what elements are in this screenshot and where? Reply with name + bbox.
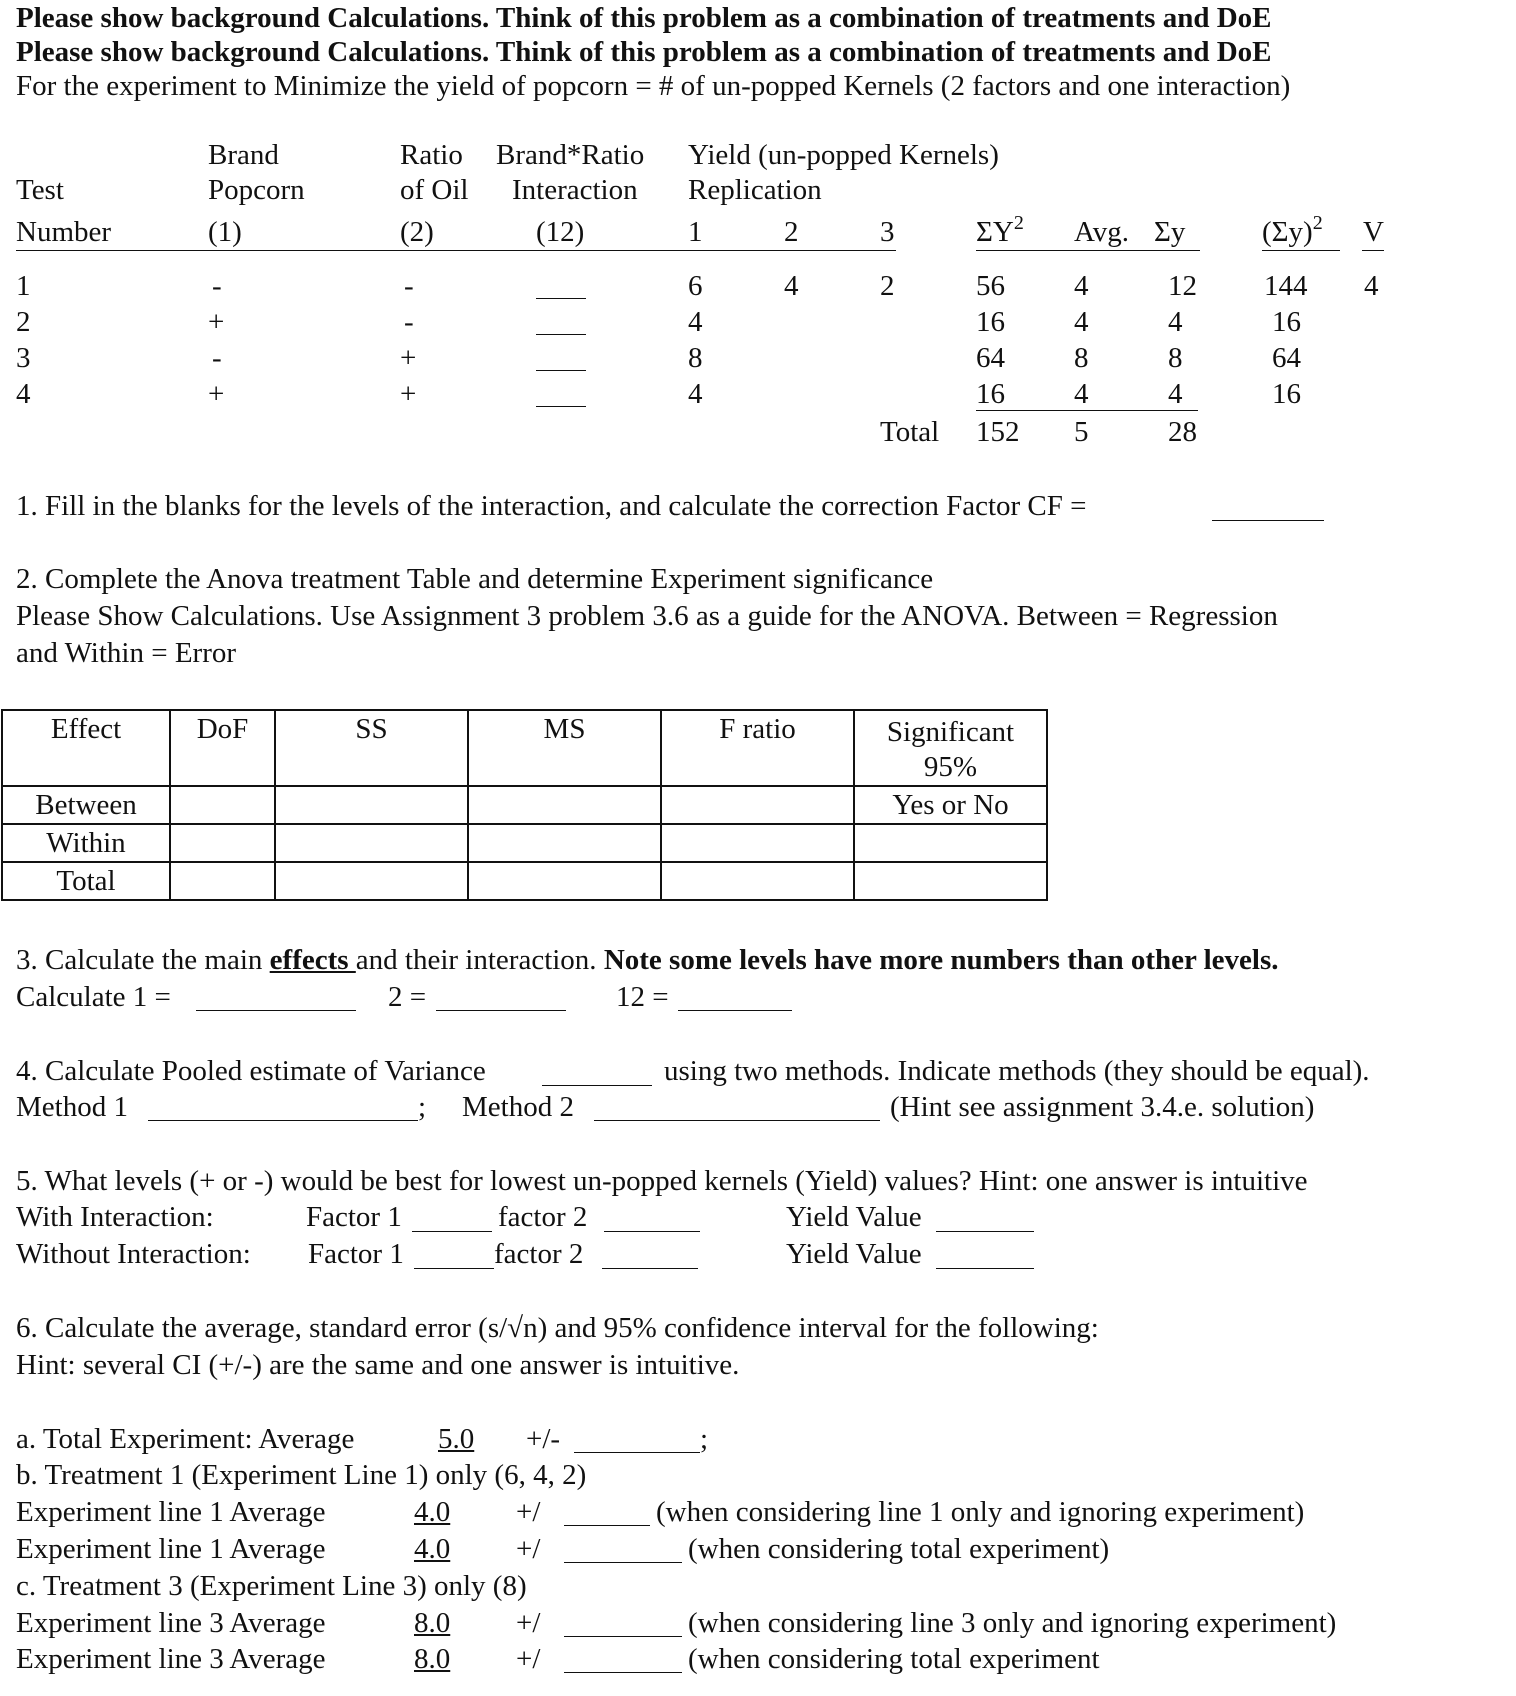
header-underline bbox=[16, 250, 896, 251]
calc-1-blank[interactable] bbox=[196, 1010, 356, 1011]
between-dof-cell[interactable] bbox=[170, 786, 275, 824]
within-f-cell[interactable] bbox=[661, 824, 854, 862]
question-2-line-3: and Within = Error bbox=[16, 637, 237, 669]
q6b-line-1-pm: +/ bbox=[516, 1496, 541, 1528]
q6b-line-2-label: Experiment line 1 Average bbox=[16, 1533, 326, 1565]
v-value: 4 bbox=[1364, 270, 1379, 302]
between-ms-cell[interactable] bbox=[468, 786, 661, 824]
q6c-line-1-label: Experiment line 3 Average bbox=[16, 1607, 326, 1639]
between-f-cell[interactable] bbox=[661, 786, 854, 824]
header-factor-1: (1) bbox=[208, 216, 242, 248]
q6c-line-2-note: (when considering total experiment bbox=[688, 1643, 1100, 1675]
interaction-blank[interactable] bbox=[536, 298, 586, 299]
q6b-line-1-label: Experiment line 1 Average bbox=[16, 1496, 326, 1528]
q6b-line-1-value: 4.0 bbox=[414, 1496, 451, 1528]
ratio-level: + bbox=[400, 342, 417, 374]
anova-row-total: Total bbox=[2, 862, 170, 900]
between-ss-cell[interactable] bbox=[275, 786, 468, 824]
with-factor-2-label: factor 2 bbox=[498, 1201, 588, 1233]
anova-header-ms: MS bbox=[468, 710, 661, 786]
significance-note: Yes or No bbox=[854, 786, 1047, 824]
total-label: Total bbox=[880, 416, 940, 448]
sum-y-squared-value: 64 bbox=[976, 342, 1005, 374]
total-underline bbox=[976, 410, 1198, 411]
rep-2-value: 4 bbox=[784, 270, 799, 302]
anova-row-between: Between bbox=[2, 786, 170, 824]
with-factor-1-blank[interactable] bbox=[412, 1231, 492, 1232]
header-underline-v bbox=[1362, 250, 1384, 251]
sum-y-sq-value: 16 bbox=[1272, 306, 1301, 338]
q6c-line-1-value: 8.0 bbox=[414, 1607, 451, 1639]
q6a-label: a. Total Experiment: Average bbox=[16, 1423, 355, 1455]
sum-y-value: 4 bbox=[1168, 306, 1183, 338]
test-number: 4 bbox=[16, 378, 31, 410]
ratio-level: - bbox=[404, 270, 414, 302]
rep-3-value: 2 bbox=[880, 270, 895, 302]
sum-y-value: 12 bbox=[1168, 270, 1197, 302]
header-sum-y-squared: $\Sigma Y^2$ bbox=[976, 212, 1024, 248]
total-sig-cell[interactable] bbox=[854, 862, 1047, 900]
method-2-label: Method 2 bbox=[462, 1091, 574, 1123]
avg-value: 8 bbox=[1074, 342, 1089, 374]
method-1-blank[interactable] bbox=[148, 1120, 418, 1121]
q6c-label: c. Treatment 3 (Experiment Line 3) only (8) bbox=[16, 1570, 527, 1602]
anova-table bbox=[1, 709, 1048, 901]
question-3: 3. Calculate the main effects and their interaction. Note some levels have more numbers than other levels. bbox=[16, 944, 1279, 976]
header-of-oil: of Oil bbox=[400, 174, 469, 206]
total-dof-cell[interactable] bbox=[170, 862, 275, 900]
header-underline-stats bbox=[976, 250, 1200, 251]
total-f-cell[interactable] bbox=[661, 862, 854, 900]
header-ratio: Ratio bbox=[400, 139, 463, 171]
question-4-line-1a: 4. Calculate Pooled estimate of Variance bbox=[16, 1055, 486, 1087]
with-yield-label: Yield Value bbox=[786, 1201, 922, 1233]
sum-y-value: 4 bbox=[1168, 378, 1183, 410]
total-sum-y: 28 bbox=[1168, 416, 1197, 448]
within-dof-cell[interactable] bbox=[170, 824, 275, 862]
sum-y-sq-value: 64 bbox=[1272, 342, 1301, 374]
header-interaction-2: Interaction bbox=[512, 174, 638, 206]
interaction-blank[interactable] bbox=[536, 370, 586, 371]
rep-1-value: 4 bbox=[688, 306, 703, 338]
header-yield: Yield (un-popped Kernels) bbox=[688, 139, 999, 171]
within-ms-cell[interactable] bbox=[468, 824, 661, 862]
without-interaction-label: Without Interaction: bbox=[16, 1238, 251, 1270]
q6a-semicolon: ; bbox=[700, 1423, 709, 1455]
q6b-line-2-ci-blank[interactable] bbox=[564, 1562, 682, 1563]
with-factor-1-label: Factor 1 bbox=[306, 1201, 402, 1233]
header-replication: Replication bbox=[688, 174, 822, 206]
question-6-line-2: Hint: several CI (+/-) are the same and one answer is intuitive. bbox=[16, 1349, 740, 1381]
interaction-blank[interactable] bbox=[536, 334, 586, 335]
test-number: 3 bbox=[16, 342, 31, 374]
without-factor-1-label: Factor 1 bbox=[308, 1238, 404, 1270]
header-line-3: For the experiment to Minimize the yield of popcorn = # of un-popped Kernels (2 factors and one interaction) bbox=[16, 70, 1291, 102]
anova-header-f-ratio: F ratio bbox=[661, 710, 854, 786]
header-number: Number bbox=[16, 216, 112, 248]
question-5: 5. What levels (+ or -) would be best for lowest un-popped kernels (Yield) values? Hint: one answer is intuitive bbox=[16, 1165, 1308, 1197]
test-number: 1 bbox=[16, 270, 31, 302]
total-sum-y-squared: 152 bbox=[976, 416, 1020, 448]
calc-1-label: Calculate 1 = bbox=[16, 981, 171, 1013]
rep-1-value: 4 bbox=[688, 378, 703, 410]
rep-1-value: 6 bbox=[688, 270, 703, 302]
without-yield-label: Yield Value bbox=[786, 1238, 922, 1270]
header-factor-12: (12) bbox=[536, 216, 585, 248]
q6c-line-1-note: (when considering line 3 only and ignoring experiment) bbox=[688, 1607, 1337, 1639]
method-hint: (Hint see assignment 3.4.e. solution) bbox=[890, 1091, 1315, 1123]
calc-12-label: 12 = bbox=[616, 981, 669, 1013]
question-1: 1. Fill in the blanks for the levels of the interaction, and calculate the correction Factor CF = bbox=[16, 490, 1087, 522]
test-number: 2 bbox=[16, 306, 31, 338]
brand-level: + bbox=[208, 306, 225, 338]
anova-header-dof: DoF bbox=[170, 710, 275, 786]
cf-answer-blank[interactable] bbox=[1212, 520, 1324, 521]
q6b-line-1-note: (when considering line 1 only and ignoring experiment) bbox=[656, 1496, 1305, 1528]
within-sig-cell[interactable] bbox=[854, 824, 1047, 862]
q6b-label: b. Treatment 1 (Experiment Line 1) only (6, 4, 2) bbox=[16, 1459, 587, 1491]
without-yield-blank[interactable] bbox=[936, 1268, 1034, 1269]
q6c-line-2-ci-blank[interactable] bbox=[564, 1672, 682, 1673]
q6c-line-2-pm: +/ bbox=[516, 1643, 541, 1675]
without-factor-2-label: factor 2 bbox=[494, 1238, 584, 1270]
sum-y-squared-value: 56 bbox=[976, 270, 1005, 302]
calc-12-blank[interactable] bbox=[678, 1010, 792, 1011]
question-2-line-2: Please Show Calculations. Use Assignment 3 problem 3.6 as a guide for the ANOVA. Between = Regression bbox=[16, 600, 1278, 632]
brand-level: - bbox=[212, 342, 222, 374]
anova-row-within: Within bbox=[2, 824, 170, 862]
question-2-line-1: 2. Complete the Anova treatment Table and determine Experiment significance bbox=[16, 563, 934, 595]
sum-y-sq-value: 144 bbox=[1264, 270, 1308, 302]
brand-level: - bbox=[212, 270, 222, 302]
avg-value: 4 bbox=[1074, 270, 1089, 302]
header-interaction: Brand*Ratio bbox=[496, 139, 645, 171]
sum-y-value: 8 bbox=[1168, 342, 1183, 374]
method-1-label: Method 1 bbox=[16, 1091, 128, 1123]
without-factor-1-blank[interactable] bbox=[414, 1268, 494, 1269]
rep-1-value: 8 bbox=[688, 342, 703, 374]
header-line-1: Please show background Calculations. Think of this problem as a combination of treatments and DoE bbox=[16, 2, 1272, 34]
avg-value: 4 bbox=[1074, 378, 1089, 410]
ratio-level: - bbox=[404, 306, 414, 338]
q6b-line-2-note: (when considering total experiment) bbox=[688, 1533, 1110, 1565]
q6c-line-2-value: 8.0 bbox=[414, 1643, 451, 1675]
anova-header-significant: Significant 95% bbox=[854, 710, 1047, 786]
q6a-ci-blank[interactable] bbox=[574, 1452, 700, 1453]
total-ss-cell[interactable] bbox=[275, 862, 468, 900]
header-line-2: Please show background Calculations. Think of this problem as a combination of treatments and DoE bbox=[16, 36, 1272, 68]
header-rep-1: 1 bbox=[688, 216, 703, 248]
interaction-blank[interactable] bbox=[536, 406, 586, 407]
header-rep-2: 2 bbox=[784, 216, 799, 248]
sum-y-squared-value: 16 bbox=[976, 306, 1005, 338]
header-factor-2: (2) bbox=[400, 216, 434, 248]
q6b-line-2-pm: +/ bbox=[516, 1533, 541, 1565]
header-popcorn: Popcorn bbox=[208, 174, 305, 206]
with-yield-blank[interactable] bbox=[936, 1231, 1034, 1232]
header-brand: Brand bbox=[208, 139, 279, 171]
anova-header-effect: Effect bbox=[2, 710, 170, 786]
header-rep-3: 3 bbox=[880, 216, 895, 248]
q6b-line-1-ci-blank[interactable] bbox=[564, 1525, 650, 1526]
header-avg: Avg. bbox=[1074, 216, 1130, 248]
with-factor-2-blank[interactable] bbox=[604, 1231, 700, 1232]
method-separator: ; bbox=[418, 1091, 427, 1123]
sum-y-squared-value: 16 bbox=[976, 378, 1005, 410]
q6c-line-2-label: Experiment line 3 Average bbox=[16, 1643, 326, 1675]
q6c-line-1-ci-blank[interactable] bbox=[564, 1636, 682, 1637]
header-v: V bbox=[1363, 216, 1384, 248]
q6a-average-value: 5.0 bbox=[438, 1423, 475, 1455]
method-2-blank[interactable] bbox=[594, 1120, 880, 1121]
without-factor-2-blank[interactable] bbox=[602, 1268, 698, 1269]
q6c-line-1-pm: +/ bbox=[516, 1607, 541, 1639]
avg-value: 4 bbox=[1074, 306, 1089, 338]
total-ms-cell[interactable] bbox=[468, 862, 661, 900]
header-sum-y-sq: $(\Sigma y)^2$ bbox=[1262, 212, 1323, 248]
calc-2-label: 2 = bbox=[388, 981, 427, 1013]
calc-2-blank[interactable] bbox=[436, 1010, 566, 1011]
with-interaction-label: With Interaction: bbox=[16, 1201, 214, 1233]
question-4-line-1b: using two methods. Indicate methods (they should be equal). bbox=[664, 1055, 1370, 1087]
header-underline-sumysq bbox=[1262, 250, 1340, 251]
header-test: Test bbox=[16, 174, 64, 206]
sum-y-sq-value: 16 bbox=[1272, 378, 1301, 410]
ratio-level: + bbox=[400, 378, 417, 410]
within-ss-cell[interactable] bbox=[275, 824, 468, 862]
question-6-line-1: 6. Calculate the average, standard error (s/√n) and 95% confidence interval for the following: bbox=[16, 1312, 1099, 1344]
q6a-plus-minus: +/- bbox=[526, 1423, 561, 1455]
total-avg: 5 bbox=[1074, 416, 1089, 448]
brand-level: + bbox=[208, 378, 225, 410]
pooled-variance-blank[interactable] bbox=[542, 1085, 652, 1086]
q6b-line-2-value: 4.0 bbox=[414, 1533, 451, 1565]
header-sum-y: Σy bbox=[1154, 216, 1186, 248]
anova-header-ss: SS bbox=[275, 710, 468, 786]
